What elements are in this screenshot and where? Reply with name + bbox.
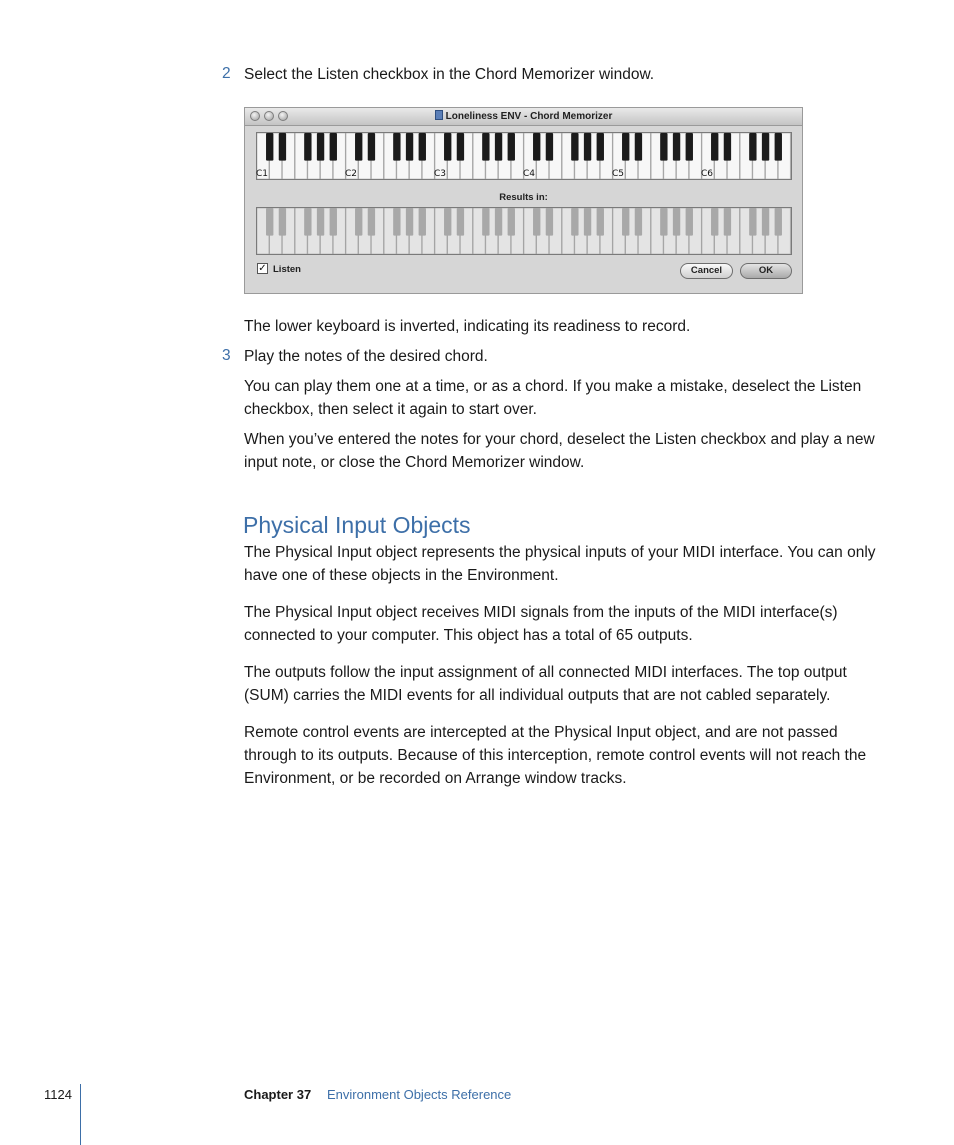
black-key	[508, 133, 515, 161]
octave-label: C6	[701, 169, 714, 179]
black-key	[711, 208, 718, 236]
body-paragraph: The outputs follow the input assignment of all connected MIDI interfaces. The top output (SUM) carries the MIDI events for all individual outputs that are not cabled separately.	[244, 664, 847, 704]
page-number: 1124	[44, 1087, 72, 1102]
black-key	[495, 133, 502, 161]
black-key	[660, 133, 667, 161]
black-key	[584, 208, 591, 236]
octave-label: C4	[523, 169, 536, 179]
black-key	[444, 208, 451, 236]
black-key	[482, 133, 489, 161]
black-key	[508, 208, 515, 236]
black-key	[622, 133, 629, 161]
black-key	[444, 133, 451, 161]
step-number: 2	[222, 65, 231, 82]
document-icon	[435, 110, 443, 120]
black-key	[660, 208, 667, 236]
black-key	[495, 208, 502, 236]
black-key	[419, 133, 426, 161]
black-key	[635, 208, 642, 236]
chord-memorizer-screenshot	[244, 107, 803, 294]
black-key	[330, 208, 337, 236]
body-paragraph: The lower keyboard is inverted, indicating its readiness to record.	[244, 318, 691, 335]
black-key	[279, 133, 286, 161]
black-key	[533, 208, 540, 236]
black-key	[406, 208, 413, 236]
ok-button: OK	[740, 263, 792, 279]
black-key	[368, 208, 375, 236]
black-key	[711, 133, 718, 161]
black-key	[317, 133, 324, 161]
listen-checkbox: ✓	[258, 263, 267, 274]
body-paragraph: When you’ve entered the notes for your chord, deselect the Listen checkbox and play a new input note, or close the Chord Memorizer window.	[244, 431, 875, 471]
black-key	[279, 208, 286, 236]
black-key	[546, 208, 553, 236]
results-label: Results in:	[499, 192, 548, 203]
black-key	[304, 208, 311, 236]
black-key	[686, 208, 693, 236]
window-titlebar	[245, 108, 802, 126]
step-text: Play the notes of the desired chord.	[244, 348, 488, 365]
black-key	[317, 208, 324, 236]
black-key	[775, 208, 782, 236]
black-key	[533, 133, 540, 161]
black-key	[762, 208, 769, 236]
black-key	[635, 133, 642, 161]
chapter-label: Chapter 37	[244, 1087, 312, 1102]
black-key	[686, 133, 693, 161]
black-key	[673, 208, 680, 236]
black-key	[724, 208, 731, 236]
window-title: Loneliness ENV - Chord Memorizer	[445, 111, 613, 122]
body-paragraph: The Physical Input object receives MIDI signals from the inputs of the MIDI interface(s) connected to your computer. This object has a total of 65 outputs.	[244, 604, 838, 644]
cancel-button: Cancel	[680, 263, 733, 279]
black-key	[749, 208, 756, 236]
result-keyboard-keys	[257, 208, 791, 254]
black-key	[330, 133, 337, 161]
black-key	[762, 133, 769, 161]
black-key	[584, 133, 591, 161]
black-key	[597, 133, 604, 161]
black-key	[406, 133, 413, 161]
black-key	[457, 208, 464, 236]
black-key	[482, 208, 489, 236]
black-key	[749, 133, 756, 161]
black-key	[597, 208, 604, 236]
black-key	[393, 208, 400, 236]
black-key	[571, 208, 578, 236]
octave-label: C2	[345, 169, 358, 179]
black-key	[368, 133, 375, 161]
chapter-title: Environment Objects Reference	[327, 1087, 512, 1102]
black-key	[571, 133, 578, 161]
black-key	[393, 133, 400, 161]
octave-label: C5	[612, 169, 625, 179]
black-key	[457, 133, 464, 161]
listen-label: Listen	[273, 264, 301, 275]
black-key	[775, 133, 782, 161]
body-paragraph: The Physical Input object represents the physical inputs of your MIDI interface. You can only have one of these objects in the Environment.	[244, 544, 876, 584]
body-paragraph: You can play them one at a time, or as a chord. If you make a mistake, deselect the Listen checkbox, then select it again to start over.	[244, 378, 862, 418]
footer-divider	[80, 1084, 81, 1145]
result-keyboard	[256, 207, 792, 255]
octave-label: C1	[256, 169, 269, 179]
black-key	[546, 133, 553, 161]
step-number: 3	[222, 347, 231, 364]
section-heading: Physical Input Objects	[243, 512, 471, 538]
black-key	[622, 208, 629, 236]
octave-label: C3	[434, 169, 447, 179]
black-key	[266, 133, 273, 161]
black-key	[355, 208, 362, 236]
body-paragraph: Remote control events are intercepted at the Physical Input object, and are not passed through to its outputs. Because of this interception, remote control events will not reach the Environment, or be recorded on Arrange window tracks.	[244, 724, 867, 787]
black-key	[724, 133, 731, 161]
black-key	[419, 208, 426, 236]
black-key	[673, 133, 680, 161]
black-key	[355, 133, 362, 161]
step-text: Select the Listen checkbox in the Chord Memorizer window.	[244, 66, 655, 83]
black-key	[266, 208, 273, 236]
black-key	[304, 133, 311, 161]
